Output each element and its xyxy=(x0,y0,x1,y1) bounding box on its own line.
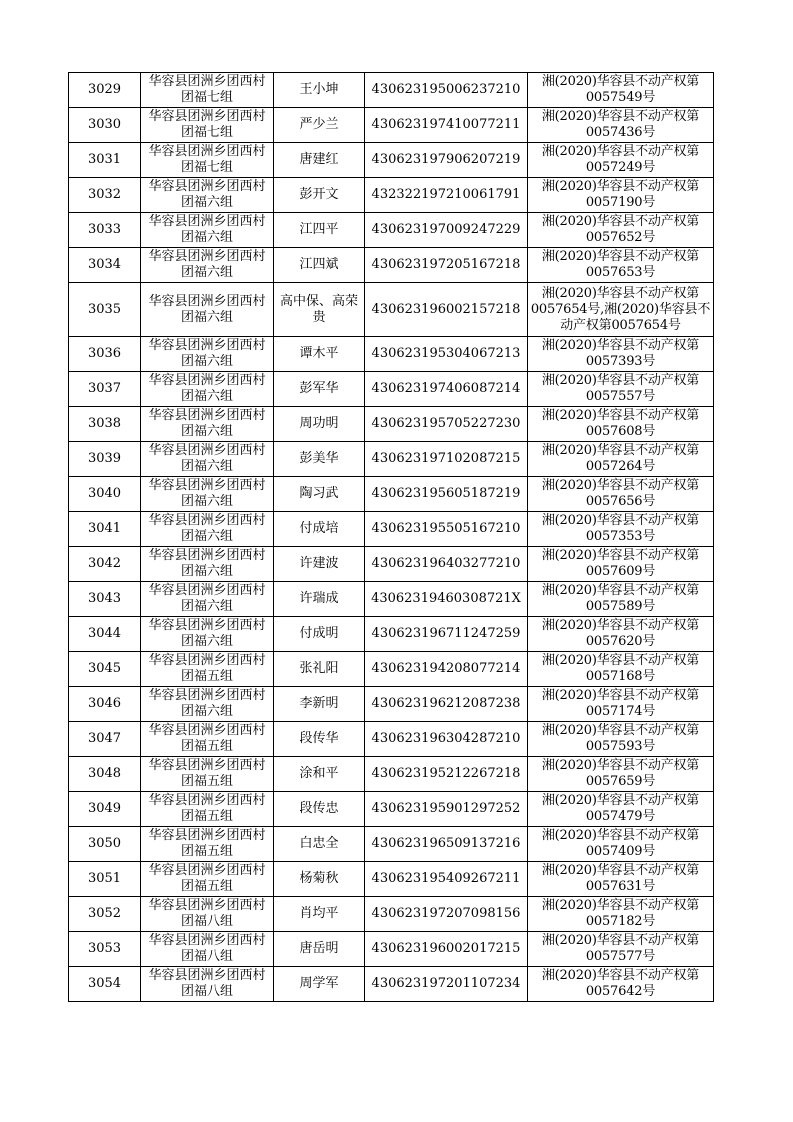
row-number: 3047 xyxy=(69,722,141,757)
table-row xyxy=(69,407,714,442)
address-cell: 华容县团洲乡团西村团福六组 xyxy=(141,372,274,407)
table-row xyxy=(69,757,714,792)
table-row xyxy=(69,337,714,372)
table-row xyxy=(69,108,714,143)
owner-name-cell: 唐建红 xyxy=(274,143,365,178)
owner-name-cell: 张礼阳 xyxy=(274,652,365,687)
certificate-number-cell: 湘(2020)华容县不动产权第0057653号 xyxy=(528,248,714,283)
row-number: 3035 xyxy=(69,283,141,337)
owner-name-cell: 周学军 xyxy=(274,967,365,1002)
certificate-number-cell: 湘(2020)华容县不动产权第0057353号 xyxy=(528,512,714,547)
address-cell: 华容县团洲乡团西村团福六组 xyxy=(141,512,274,547)
row-number: 3029 xyxy=(69,73,141,108)
row-number: 3042 xyxy=(69,547,141,582)
table-row xyxy=(69,442,714,477)
row-number: 3048 xyxy=(69,757,141,792)
address-cell: 华容县团洲乡团西村团福六组 xyxy=(141,337,274,372)
id-number-cell: 430623197906207219 xyxy=(365,143,528,178)
certificate-number-cell: 湘(2020)华容县不动产权第0057659号 xyxy=(528,757,714,792)
certificate-number-cell: 湘(2020)华容县不动产权第0057393号 xyxy=(528,337,714,372)
certificate-number-cell: 湘(2020)华容县不动产权第0057577号 xyxy=(528,932,714,967)
owner-name-cell: 涂和平 xyxy=(274,757,365,792)
row-number: 3050 xyxy=(69,827,141,862)
records-table xyxy=(68,72,714,1002)
owner-name-cell: 彭军华 xyxy=(274,372,365,407)
owner-name-cell: 段传华 xyxy=(274,722,365,757)
owner-name-cell: 高中保、高荣贵 xyxy=(274,283,365,337)
table-row xyxy=(69,143,714,178)
records-body xyxy=(69,73,714,1002)
certificate-number-cell: 湘(2020)华容县不动产权第0057168号 xyxy=(528,652,714,687)
table-row xyxy=(69,248,714,283)
id-number-cell: 430623195006237210 xyxy=(365,73,528,108)
row-number: 3036 xyxy=(69,337,141,372)
table-row xyxy=(69,372,714,407)
certificate-number-cell: 湘(2020)华容县不动产权第0057642号 xyxy=(528,967,714,1002)
certificate-number-cell: 湘(2020)华容县不动产权第0057656号 xyxy=(528,477,714,512)
owner-name-cell: 江四斌 xyxy=(274,248,365,283)
address-cell: 华容县团洲乡团西村团福六组 xyxy=(141,178,274,213)
table-row xyxy=(69,73,714,108)
row-number: 3034 xyxy=(69,248,141,283)
address-cell: 华容县团洲乡团西村团福六组 xyxy=(141,617,274,652)
owner-name-cell: 许建波 xyxy=(274,547,365,582)
id-number-cell: 430623196403277210 xyxy=(365,547,528,582)
row-number: 3045 xyxy=(69,652,141,687)
address-cell: 华容县团洲乡团西村团福五组 xyxy=(141,722,274,757)
row-number: 3041 xyxy=(69,512,141,547)
row-number: 3030 xyxy=(69,108,141,143)
row-number: 3054 xyxy=(69,967,141,1002)
address-cell: 华容县团洲乡团西村团福六组 xyxy=(141,248,274,283)
table-row xyxy=(69,862,714,897)
id-number-cell: 430623197410077211 xyxy=(365,108,528,143)
id-number-cell: 430623195605187219 xyxy=(365,477,528,512)
address-cell: 华容县团洲乡团西村团福五组 xyxy=(141,792,274,827)
certificate-number-cell: 湘(2020)华容县不动产权第0057631号 xyxy=(528,862,714,897)
owner-name-cell: 李新明 xyxy=(274,687,365,722)
id-number-cell: 430623196304287210 xyxy=(365,722,528,757)
certificate-number-cell: 湘(2020)华容县不动产权第0057589号 xyxy=(528,582,714,617)
address-cell: 华容县团洲乡团西村团福八组 xyxy=(141,897,274,932)
table-row xyxy=(69,477,714,512)
table-row xyxy=(69,652,714,687)
id-number-cell: 43062319460308721X xyxy=(365,582,528,617)
address-cell: 华容县团洲乡团西村团福六组 xyxy=(141,582,274,617)
row-number: 3040 xyxy=(69,477,141,512)
address-cell: 华容县团洲乡团西村团福六组 xyxy=(141,442,274,477)
row-number: 3046 xyxy=(69,687,141,722)
owner-name-cell: 王小坤 xyxy=(274,73,365,108)
certificate-number-cell: 湘(2020)华容县不动产权第0057190号 xyxy=(528,178,714,213)
table-row xyxy=(69,932,714,967)
owner-name-cell: 彭开文 xyxy=(274,178,365,213)
id-number-cell: 430623197009247229 xyxy=(365,213,528,248)
row-number: 3038 xyxy=(69,407,141,442)
address-cell: 华容县团洲乡团西村团福五组 xyxy=(141,827,274,862)
row-number: 3052 xyxy=(69,897,141,932)
id-number-cell: 430623194208077214 xyxy=(365,652,528,687)
certificate-number-cell: 湘(2020)华容县不动产权第0057549号 xyxy=(528,73,714,108)
address-cell: 华容县团洲乡团西村团福六组 xyxy=(141,213,274,248)
owner-name-cell: 彭美华 xyxy=(274,442,365,477)
id-number-cell: 430623197406087214 xyxy=(365,372,528,407)
row-number: 3031 xyxy=(69,143,141,178)
id-number-cell: 430623195409267211 xyxy=(365,862,528,897)
address-cell: 华容县团洲乡团西村团福六组 xyxy=(141,477,274,512)
row-number: 3032 xyxy=(69,178,141,213)
certificate-number-cell: 湘(2020)华容县不动产权第0057264号 xyxy=(528,442,714,477)
owner-name-cell: 肖均平 xyxy=(274,897,365,932)
id-number-cell: 430623196509137216 xyxy=(365,827,528,862)
table-row xyxy=(69,897,714,932)
id-number-cell: 430623195705227230 xyxy=(365,407,528,442)
certificate-number-cell: 湘(2020)华容县不动产权第0057436号 xyxy=(528,108,714,143)
owner-name-cell: 杨菊秋 xyxy=(274,862,365,897)
table-row xyxy=(69,967,714,1002)
id-number-cell: 430623195505167210 xyxy=(365,512,528,547)
table-row xyxy=(69,512,714,547)
certificate-number-cell: 湘(2020)华容县不动产权第0057409号 xyxy=(528,827,714,862)
row-number: 3037 xyxy=(69,372,141,407)
table-row xyxy=(69,213,714,248)
id-number-cell: 432322197210061791 xyxy=(365,178,528,213)
table-row xyxy=(69,582,714,617)
id-number-cell: 430623196711247259 xyxy=(365,617,528,652)
address-cell: 华容县团洲乡团西村团福五组 xyxy=(141,862,274,897)
certificate-number-cell: 湘(2020)华容县不动产权第0057174号 xyxy=(528,687,714,722)
owner-name-cell: 白忠全 xyxy=(274,827,365,862)
table-row xyxy=(69,792,714,827)
address-cell: 华容县团洲乡团西村团福五组 xyxy=(141,757,274,792)
row-number: 3043 xyxy=(69,582,141,617)
table-row xyxy=(69,687,714,722)
certificate-number-cell: 湘(2020)华容县不动产权第0057557号 xyxy=(528,372,714,407)
address-cell: 华容县团洲乡团西村团福八组 xyxy=(141,967,274,1002)
table-row xyxy=(69,178,714,213)
owner-name-cell: 江四平 xyxy=(274,213,365,248)
certificate-number-cell: 湘(2020)华容县不动产权第0057608号 xyxy=(528,407,714,442)
id-number-cell: 430623195901297252 xyxy=(365,792,528,827)
table-row xyxy=(69,722,714,757)
row-number: 3039 xyxy=(69,442,141,477)
owner-name-cell: 周功明 xyxy=(274,407,365,442)
owner-name-cell: 唐岳明 xyxy=(274,932,365,967)
address-cell: 华容县团洲乡团西村团福六组 xyxy=(141,547,274,582)
owner-name-cell: 谭木平 xyxy=(274,337,365,372)
owner-name-cell: 陶习武 xyxy=(274,477,365,512)
table-row xyxy=(69,547,714,582)
owner-name-cell: 付成培 xyxy=(274,512,365,547)
address-cell: 华容县团洲乡团西村团福七组 xyxy=(141,108,274,143)
certificate-number-cell: 湘(2020)华容县不动产权第0057593号 xyxy=(528,722,714,757)
table-row xyxy=(69,827,714,862)
certificate-number-cell: 湘(2020)华容县不动产权第0057249号 xyxy=(528,143,714,178)
id-number-cell: 430623196002157218 xyxy=(365,283,528,337)
row-number: 3033 xyxy=(69,213,141,248)
id-number-cell: 430623195212267218 xyxy=(365,757,528,792)
id-number-cell: 430623196212087238 xyxy=(365,687,528,722)
owner-name-cell: 严少兰 xyxy=(274,108,365,143)
row-number: 3053 xyxy=(69,932,141,967)
id-number-cell: 430623197205167218 xyxy=(365,248,528,283)
id-number-cell: 430623195304067213 xyxy=(365,337,528,372)
id-number-cell: 430623196002017215 xyxy=(365,932,528,967)
row-number: 3049 xyxy=(69,792,141,827)
id-number-cell: 430623197102087215 xyxy=(365,442,528,477)
address-cell: 华容县团洲乡团西村团福八组 xyxy=(141,932,274,967)
owner-name-cell: 付成明 xyxy=(274,617,365,652)
id-number-cell: 430623197207098156 xyxy=(365,897,528,932)
certificate-number-cell: 湘(2020)华容县不动产权第0057620号 xyxy=(528,617,714,652)
owner-name-cell: 段传忠 xyxy=(274,792,365,827)
certificate-number-cell: 湘(2020)华容县不动产权第0057654号,湘(2020)华容县不动产权第0057654号 xyxy=(528,283,714,337)
table-row xyxy=(69,283,714,337)
certificate-number-cell: 湘(2020)华容县不动产权第0057609号 xyxy=(528,547,714,582)
row-number: 3044 xyxy=(69,617,141,652)
certificate-number-cell: 湘(2020)华容县不动产权第0057479号 xyxy=(528,792,714,827)
address-cell: 华容县团洲乡团西村团福七组 xyxy=(141,73,274,108)
table-row xyxy=(69,617,714,652)
id-number-cell: 430623197201107234 xyxy=(365,967,528,1002)
certificate-number-cell: 湘(2020)华容县不动产权第0057652号 xyxy=(528,213,714,248)
address-cell: 华容县团洲乡团西村团福七组 xyxy=(141,143,274,178)
address-cell: 华容县团洲乡团西村团福五组 xyxy=(141,652,274,687)
address-cell: 华容县团洲乡团西村团福六组 xyxy=(141,407,274,442)
row-number: 3051 xyxy=(69,862,141,897)
address-cell: 华容县团洲乡团西村团福六组 xyxy=(141,283,274,337)
certificate-number-cell: 湘(2020)华容县不动产权第0057182号 xyxy=(528,897,714,932)
owner-name-cell: 许瑞成 xyxy=(274,582,365,617)
address-cell: 华容县团洲乡团西村团福六组 xyxy=(141,687,274,722)
